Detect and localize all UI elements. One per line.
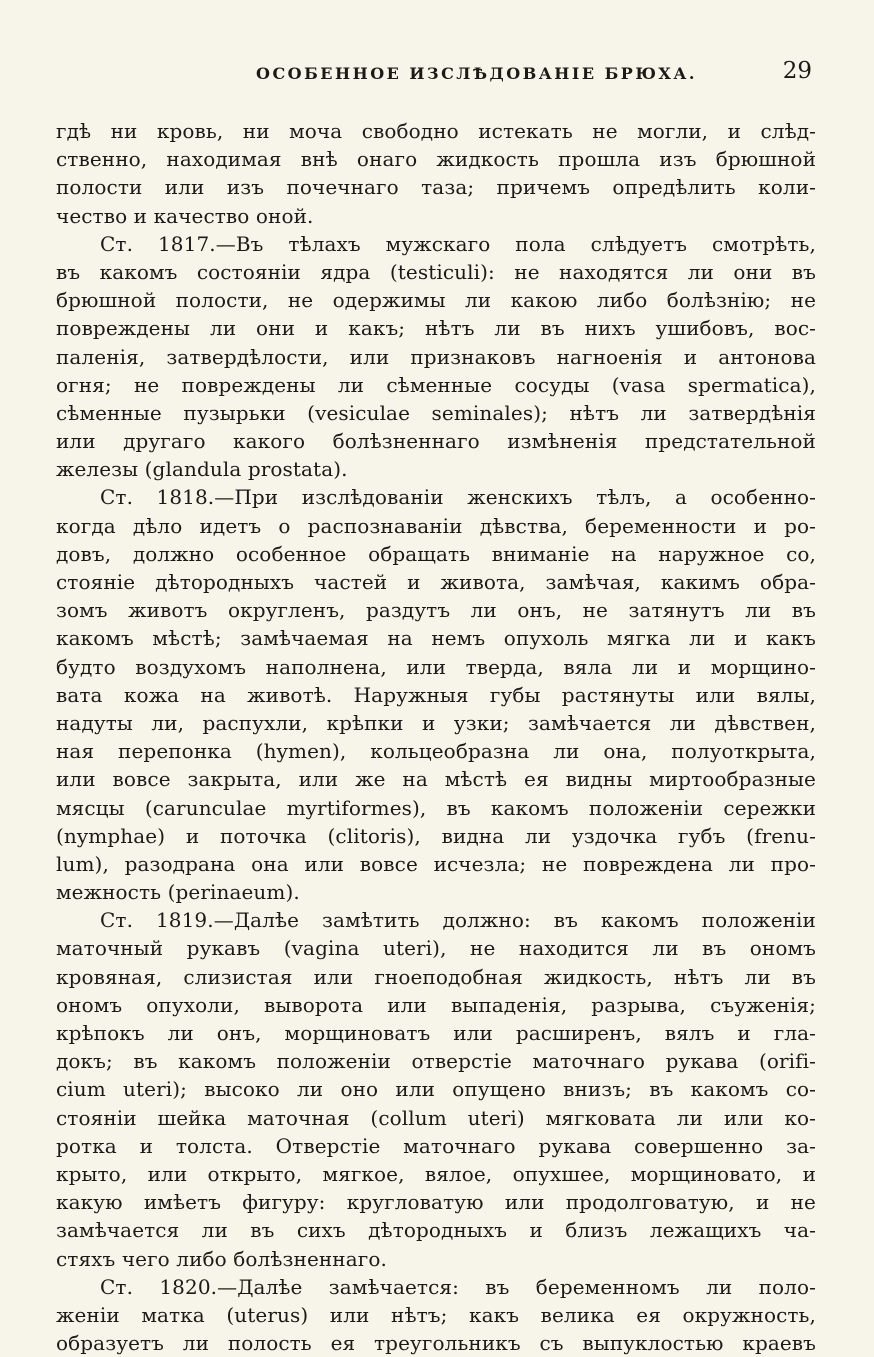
text-line: или вовсе закрыта, или же на мѣстѣ ея видны миртообразные <box>56 767 816 792</box>
text-line: повреждены ли они и какъ; нѣтъ ли въ нихъ ушибовъ, вос- <box>56 316 816 341</box>
text-line: ротка и толста. Отверстіе маточнаго рукава совершенно за- <box>56 1133 816 1158</box>
running-header <box>56 58 816 92</box>
text-line: брюшной полости, не одержимы ли какою либо болѣзнію; не <box>56 288 816 313</box>
text-line: будто воздухомъ наполнена, или тверда, вяла ли и морщино- <box>56 654 816 679</box>
text-line: Ст. 1817.—Въ тѣлахъ мужскаго пола слѣдуетъ смотрѣть, <box>100 231 816 256</box>
text-line: когда дѣло идетъ о распознаваніи дѣвства, беременности и ро- <box>56 513 816 538</box>
page-number: 29 <box>782 58 812 84</box>
body-text <box>56 117 816 1357</box>
text-line: Ст. 1818.—При изслѣдованіи женскихъ тѣлъ, а особенно- <box>100 485 816 510</box>
text-line: ная перепонка (hymen), кольцеобразна ли она, полуоткрыта, <box>56 739 816 764</box>
text-line: полости или изъ почечнаго таза; причемъ опредѣлить коли- <box>56 175 816 200</box>
text-line: кровяная, слизистая или гноеподобная жидкость, нѣтъ ли въ <box>56 964 816 989</box>
text-line: стояніи шейка маточная (collum uteri) мягковата ли или ко- <box>56 1105 816 1130</box>
text-line: Ст. 1820.—Далѣе замѣчается: въ беременномъ ли поло- <box>100 1274 816 1299</box>
text-line: огня; не повреждены ли сѣменные сосуды (vasa spermatica), <box>56 372 816 397</box>
text-line: (nymphae) и поточка (clitoris), видна ли уздочка губъ (frenu- <box>56 823 816 848</box>
text-line: образуетъ ли полость ея треугольникъ съ выпуклостью краевъ <box>56 1331 816 1356</box>
text-line: крѣпокъ ли онъ, морщиноватъ или расширенъ, вялъ и гла- <box>56 1021 816 1045</box>
text-line: надуты ли, распухли, крѣпки и узки; замѣчается ли дѣвствен, <box>56 710 816 735</box>
text-line: ственно, находимая внѣ онаго жидкость прошла изъ брюшной <box>56 147 816 172</box>
text-line: стояніе дѣтородныхъ частей и живота, замѣчая, какимъ обра- <box>56 570 816 594</box>
text-line: железы (glandula prostata). <box>56 457 348 482</box>
text-line: докъ; въ какомъ положеніи отверстіе маточнаго рукава (orifi- <box>56 1049 816 1074</box>
text-line: въ какомъ состояніи ядра (testiculi): не находятся ли они въ <box>56 259 816 284</box>
text-line: какомъ мѣстѣ; замѣчаемая на немъ опухоль мягка ли и какъ <box>56 626 816 651</box>
text-line: маточный рукавъ (vagina uteri), не находится ли въ ономъ <box>56 936 816 961</box>
text-line: паленія, затвердѣлости, или признаковъ нагноенія и антонова <box>56 344 816 369</box>
text-line: чество и качество оной. <box>56 203 314 228</box>
text-line: мясцы (carunculae myrtiformes), въ какомъ положеніи сережки <box>56 795 816 820</box>
text-line: какую имѣетъ фигуру: кругловатую или продолговатую, и не <box>56 1190 816 1215</box>
text-line: гдѣ ни кровь, ни моча свободно истекать не могли, и слѣд- <box>56 119 816 143</box>
text-line: ономъ опухоли, выворота или выпаденія, разрыва, съуженія; <box>56 992 816 1017</box>
text-line: Ст. 1819.—Далѣе замѣтить должно: въ какомъ положеніи <box>100 908 816 933</box>
text-line: сѣменные пузырьки (vesiculae seminales); нѣтъ ли затвердѣнія <box>56 400 816 425</box>
text-line: женіи матка (uterus) или нѣтъ; какъ велика ея окружность, <box>56 1302 816 1327</box>
text-line: довъ, должно особенное обращать вниманіе на наружное со, <box>56 541 816 566</box>
text-line: межность (perinaeum). <box>56 880 300 905</box>
text-line: или другаго какого болѣзненнаго измѣненія предстательной <box>56 429 816 454</box>
text-line: крыто, или открыто, мягкое, вялое, опухшее, морщиновато, и <box>56 1161 816 1186</box>
text-line: зомъ животъ округленъ, раздутъ ли онъ, не затянутъ ли въ <box>56 598 816 623</box>
text-line: lum), разодрана она или вовсе исчезла; не повреждена ли про- <box>56 851 816 876</box>
text-line: замѣчается ли въ сихъ дѣтородныхъ и близъ лежащихъ ча- <box>56 1218 816 1243</box>
text-line: стяхъ чего либо болѣзненнаго. <box>56 1246 387 1271</box>
text-line: cium uteri); высоко ли оно или опущено внизъ; въ какомъ со- <box>56 1077 816 1102</box>
running-header-title: ОСОБЕННОЕ ИЗСЛѢДОВАНІЕ БРЮХА. <box>256 64 697 83</box>
text-line: вата кожа на животѣ. Наружныя губы растянуты или вялы, <box>56 682 816 707</box>
